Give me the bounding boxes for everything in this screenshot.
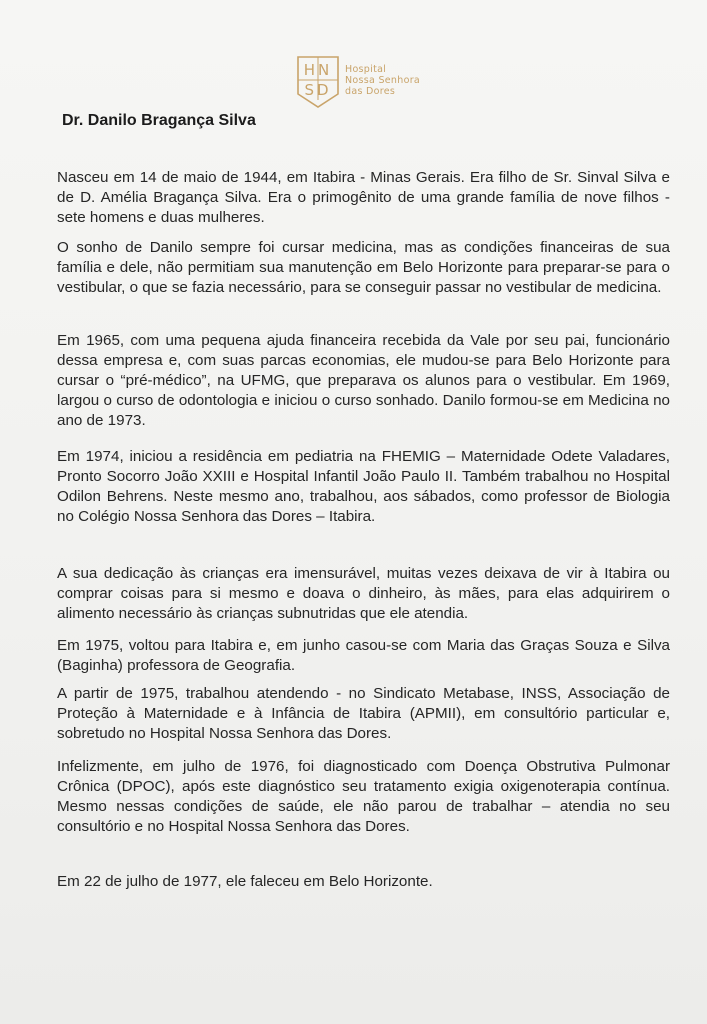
monogram-bottom-text: SD [304, 81, 332, 99]
paragraph-death: Em 22 de julho de 1977, ele faleceu em Belo Horizonte. [57, 873, 433, 891]
paragraph-dedication: A sua dedicação às crianças era imensurável, muitas vezes deixava de vir à Itabira ou comprar coisas para si mesmo e doava o dinheiro, às mães, para elas adquirirem o alimento necessário às crianças subnutridas que ele atendia. [57, 565, 670, 623]
hospital-logo [297, 56, 420, 112]
paragraph-residency: Em 1974, iniciou a residência em pediatria na FHEMIG – Maternidade Odete Valadares, Pronto Socorro João XXIII e Hospital Infantil João Paulo II. Também trabalhou no Hospital Odilon Behrens. Neste mesmo ano, trabalhou, aos sábados, como professor de Biologia no Colégio Nossa Senhora das Dores – Itabira. [57, 448, 670, 526]
paragraph-dream: O sonho de Danilo sempre foi cursar medicina, mas as condições financeiras de sua família e dele, não permitiam sua manutenção em Belo Horizonte para preparar-se para o vestibular, o que se fazia necessário, para se conseguir passar no vestibular de medicina. [57, 239, 670, 297]
monogram-top-text: HN [303, 61, 333, 79]
logo-line-2: Nossa Senhora [345, 75, 421, 86]
logo-line-1: Hospital [345, 64, 387, 75]
paragraph-illness: Infelizmente, em julho de 1976, foi diagnosticado com Doença Obstrutiva Pulmonar Crônica (DPOC), após este diagnóstico seu tratamento exigia oxigenoterapia contínua. Mesmo nessas condições de saúde, ele não parou de trabalhar – atendia no seu consultório e no Hospital Nossa Senhora das Dores. [57, 758, 670, 836]
document-title: Dr. Danilo Bragança Silva [62, 112, 256, 129]
logo-line-3: das Dores [345, 86, 396, 97]
paragraph-work: A partir de 1975, trabalhou atendendo - no Sindicato Metabase, INSS, Associação de Proteção à Maternidade e à Infância de Itabira (APMII), em consultório particular e, sobretudo no Hospital Nossa Senhora das Dores. [57, 685, 670, 743]
paragraph-birth: Nasceu em 14 de maio de 1944, em Itabira - Minas Gerais. Era filho de Sr. Sinval Silva e de D. Amélia Bragança Silva. Era o primogênito de uma grande família de nove filhos - sete homens e duas mulheres. [57, 169, 670, 227]
logo-wordmark [345, 64, 420, 97]
hnsd-monogram-logo [297, 56, 339, 108]
paragraph-marriage: Em 1975, voltou para Itabira e, em junho casou-se com Maria das Graças Souza e Silva (Baginha) professora de Geografia. [57, 637, 670, 675]
paragraph-studies: Em 1965, com uma pequena ajuda financeira recebida da Vale por seu pai, funcionário dessa empresa e, com suas parcas economias, ele mudou-se para Belo Horizonte para cursar o “pré-médico”, na UFMG, que preparava os alunos para o vestibular. Em 1969, largou o curso de odontologia e iniciou o curso sonhado. Danilo formou-se em Medicina no ano de 1973. [57, 332, 670, 430]
